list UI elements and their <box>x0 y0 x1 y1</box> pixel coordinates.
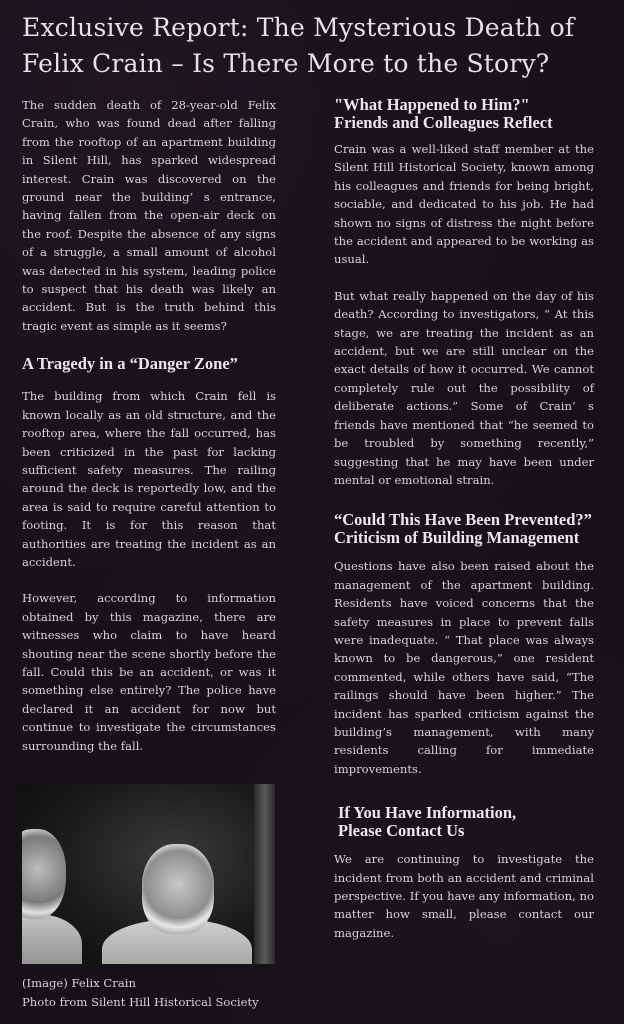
friends-paragraph-1: Crain was a well-liked staff member at the Silent Hill Historical Society, known among his colleagues and friends for being bright, sociable, and dedicated to his job. He had shown no signs of distress the night before the accident and appeared to be working as usual. <box>334 142 594 267</box>
headline-line-1: Exclusive Report: The Mysterious Death of <box>22 13 575 42</box>
photo-pillar <box>254 784 275 964</box>
intro-paragraph: The sudden death of 28-year-old Felix Crain, who was found dead after falling from the rooftop of an apartment building in Silent Hill, has sparked widespread interest. Crain was discovered on the ground near the building’ s entrance, having fallen from the open-air deck on the roof. Despite the absence of any signs of a struggle, a small amount of alcohol was detected in his system, leading police to suspect that his death was likely an accident. But is the truth behind this tragic event as simple as it seems? <box>22 98 276 333</box>
danger-zone-paragraph-1: The building from which Crain fell is known locally as an old structure, and the rooftop area, where the fall occurred, has been criticized in the past for lacking sufficient safety measures. The railing around the deck is reportedly low, and the area is said to require careful attention to footing. It is for this reason that authorities are treating the incident as an accident. <box>22 389 276 569</box>
photo-figure-head <box>142 844 214 934</box>
danger-zone-paragraph-2: However, according to information obtained by this magazine, there are witnesses who claim to have heard shouting near the scene shortly before the fall. Could this be an accident, or was it something else entirely? The police have declared it an accident for now but continue to investigate the circumstances surrounding the fall. <box>22 591 276 753</box>
section-friends-title-line-1: "What Happened to Him?" <box>334 95 530 114</box>
left-column <box>22 96 276 755</box>
section-friends-title <box>334 96 594 132</box>
contact-paragraph: We are continuing to investigate the incident from both an accident and criminal perspective. If you have any information, no matter how small, please contact our magazine. <box>334 852 594 940</box>
headline <box>22 10 612 82</box>
section-contact-title <box>334 804 594 840</box>
section-prevented-title-line-1: “Could This Have Been Prevented?” <box>334 510 592 530</box>
section-prevented-title <box>334 511 594 547</box>
section-contact-title-line-1: If You Have Information, <box>338 803 517 823</box>
section-danger-zone-title: A Tragedy in a “Danger Zone” <box>22 354 238 374</box>
headline-line-2: Felix Crain – Is There More to the Story? <box>22 49 550 78</box>
friends-paragraph-2: But what really happened on the day of his death? According to investigators, “ At this stage, we are treating the incident as an accident, but we are still unclear on the exact details of how it occurred. We cannot completely rule out the possibility of deliberate actions.” Some of Crain’ s friends have mentioned that “he seemed to be troubled by something recently,” suggesting that he may have been under mental or emotional strain. <box>334 288 594 487</box>
prevented-paragraph: Questions have also been raised about the management of the apartment building. Residents have voiced concerns that the safety measures in place to prevent falls were inadequate. “ That place was always known to be dangerous,” one resident commented, while others have said, “The railings should have been higher.” The incident has sparked criticism against the building’s management, with many residents calling for immediate improvements. <box>334 559 594 776</box>
photo-caption-line-2: Photo from Silent Hill Historical Society <box>22 995 259 1009</box>
right-column <box>334 96 594 942</box>
section-contact-title-line-2: Please Contact Us <box>338 821 465 841</box>
section-friends-title-line-2: Friends and Colleagues Reflect <box>334 113 553 132</box>
photo-caption-line-1: (Image) Felix Crain <box>22 976 136 990</box>
photo-caption <box>22 974 292 1012</box>
felix-crain-photo <box>22 784 275 964</box>
photo-figure-left-body <box>22 914 82 964</box>
section-prevented-title-line-2: Criticism of Building Management <box>334 528 580 548</box>
photo-figure-left-head <box>22 829 66 919</box>
